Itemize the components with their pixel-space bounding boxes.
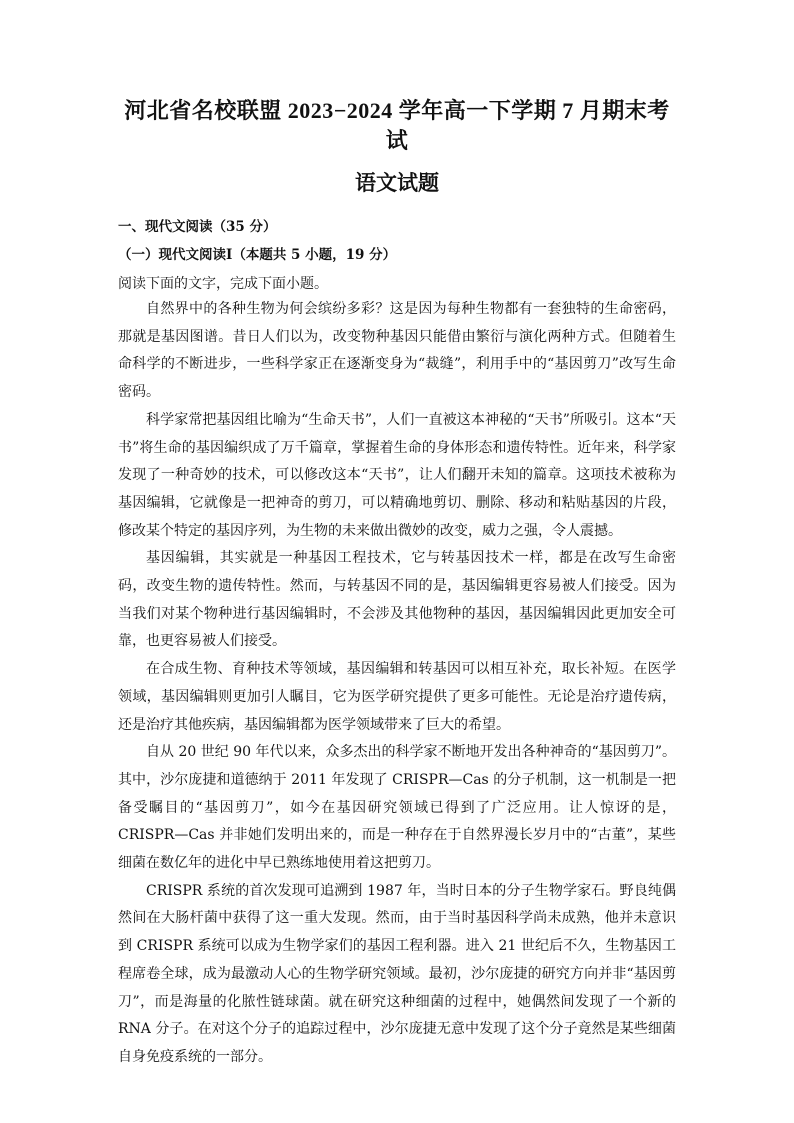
section-heading: 一、现代文阅读（35 分） xyxy=(118,219,277,235)
exam-title: 河北省名校联盟 2023−2024 学年高一下学期 7 月期末考试 xyxy=(124,98,670,153)
exam-subtitle: 语文试题 xyxy=(355,171,439,195)
subsection-heading: （一）现代文阅读Ⅰ（本题共 5 小题，19 分） xyxy=(118,247,397,263)
passage-paragraph-6: CRISPR 系统的首次发现可追溯到 1987 年，当时日本的分子生物学家石。野良纯偶然间在大肠杆菌中获得了这一重大发现。然而，由于当时基因科学尚未成熟，他并未意识到 CRISPR 系统可以成为生物学家们的基因工程利器。进入 21 世纪后不久，生物基因工程席卷全球，成为最激动人心的生物学研究领域。最初，沙尔庞捷的研究方向并非“基因剪刀”，而是海量的化脓性链球菌。就在研究这种细菌的过程中，她偶然间发现了一个新的 RNA 分子。在对这个分子的追踪过程中，沙尔庞捷无意中发现了这个分子竟然是某些细菌自身免疫系统的一部分。 xyxy=(118,882,676,1065)
passage-paragraph-2: 科学家常把基因组比喻为“生命天书”，人们一直被这本神秘的“天书”所吸引。这本“天书”将生命的基因编织成了万千篇章，掌握着生命的身体形态和遗传特性。近年来，科学家发现了一种奇妙的技术，可以修改这本“天书”，让人们翻开未知的篇章。这项技术被称为基因编辑，它就像是一把神奇的剪刀，可以精确地剪切、删除、移动和粘贴基因的片段，修改某个特定的基因序列，为生物的未来做出微妙的改变，威力之强，令人震撼。 xyxy=(118,411,676,539)
passage xyxy=(118,296,676,1072)
passage-paragraph-1: 自然界中的各种生物为何会缤纷多彩？这是因为每种生物都有一套独特的生命密码，那就是基因图谱。昔日人们以为，改变物种基因只能借由繁衍与演化两种方式。但随着生命科学的不断进步，一些科学家正在逐渐变身为“裁缝”，利用手中的“基因剪刀”改写生命密码。 xyxy=(118,301,676,401)
passage-paragraph-3: 基因编辑，其实就是一种基因工程技术，它与转基因技术一样，都是在改写生命密码，改变生物的遗传特性。然而，与转基因不同的是，基因编辑更容易被人们接受。因为当我们对某个物种进行基因编辑时，不会涉及其他物种的基因，基因编辑因此更加安全可靠，也更容易被人们接受。 xyxy=(118,550,676,650)
instruction-text: 阅读下面的文字，完成下面小题。 xyxy=(118,276,328,292)
passage-paragraph-4: 在合成生物、育种技术等领域，基因编辑和转基因可以相互补充，取长补短。在医学领域，基因编辑则更加引人瞩目，它为医学研究提供了更多可能性。无论是治疗遗传病，还是治疗其他疾病，基因编辑都为医学领域带来了巨大的希望。 xyxy=(118,661,676,733)
passage-paragraph-5: 自从 20 世纪 90 年代以来，众多杰出的科学家不断地开发出各种神奇的“基因剪刀”。其中，沙尔庞捷和道德纳于 2011 年发现了 CRISPR—Cas 的分子机制，这一机制是一把备受瞩目的“基因剪刀”，如今在基因研究领域已得到了广泛应用。让人惊讶的是，CRISPR—Cas 并非她们发明出来的，而是一种存在于自然界漫长岁月中的“古董”，某些细菌在数亿年的进化中早已熟练地使用着这把剪刀。 xyxy=(118,744,676,872)
